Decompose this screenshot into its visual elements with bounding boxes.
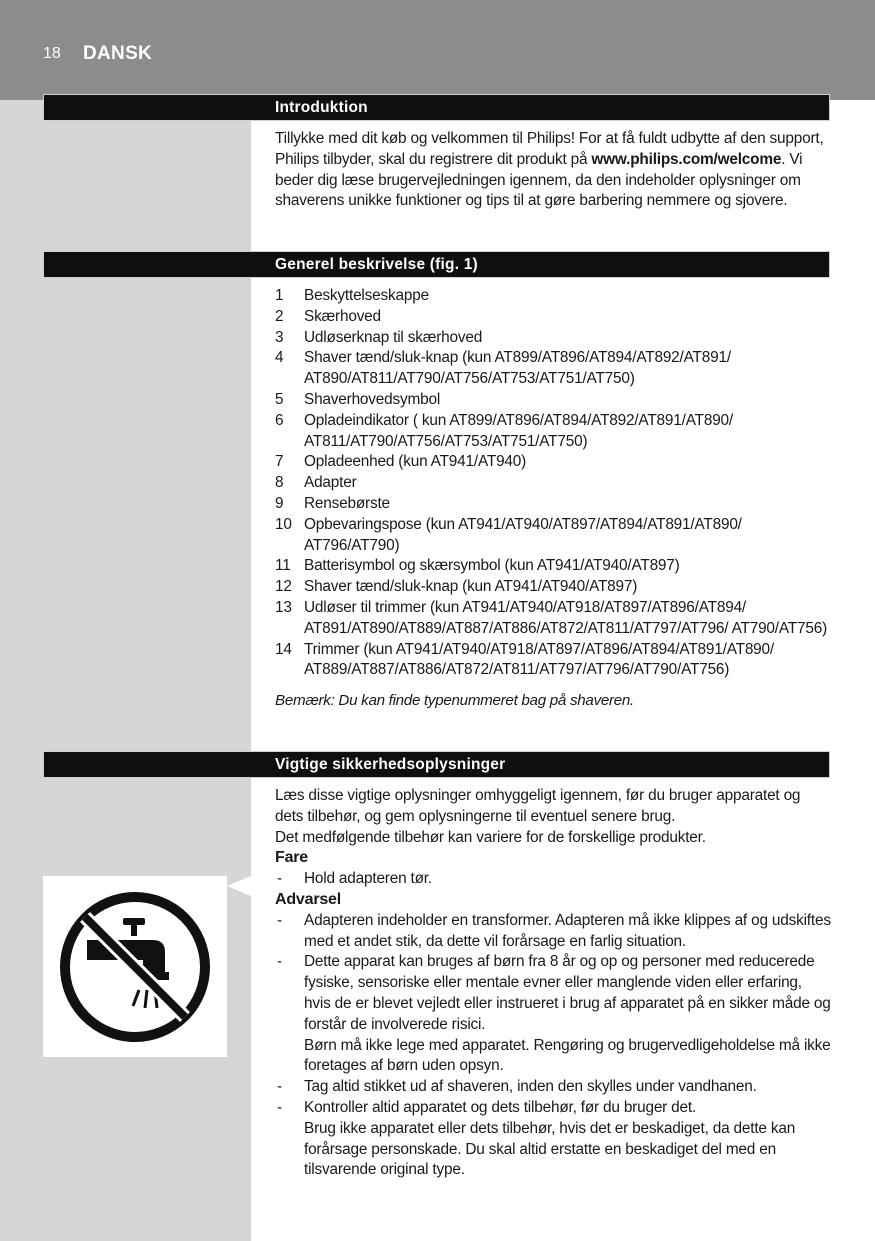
section-heading-intro [43, 94, 830, 121]
safety-body [275, 786, 831, 1181]
list-item-extra: Brug ikke apparatet eller dets tilbehør, hvis det er beskadiget, da dette kan forårsage personskade. Du skal altid erstatte en beskadiget del med en tilsvarende original type. [304, 1119, 796, 1179]
list-item [275, 1077, 831, 1098]
section-title: Generel beskrivelse (fig. 1) [275, 256, 478, 273]
list-item [275, 494, 831, 515]
list-item-text: Trimmer (kun AT941/AT940/AT918/AT897/AT896/AT894/AT891/AT890/ AT889/AT887/AT886/AT872/AT811/AT797/AT796/AT790/AT756) [304, 640, 774, 679]
list-item [275, 598, 831, 640]
section-title: Vigtige sikkerhedsoplysninger [275, 756, 506, 773]
list-item-number: 10 [275, 515, 292, 533]
list-item [275, 952, 831, 1077]
list-item-text: Opbevaringspose (kun AT941/AT940/AT897/AT894/AT891/AT890/ AT796/AT790) [304, 515, 742, 554]
list-item-text: Rensebørste [304, 494, 390, 512]
list-item-number: 14 [275, 640, 292, 658]
list-item [275, 307, 831, 328]
list-dash: - [277, 911, 282, 929]
list-dash: - [277, 870, 282, 888]
list-item-number: 8 [275, 474, 284, 492]
intro-text-cont: . Vi beder dig læse brugervejledningen igennem, da den indeholder oplysninger om shaverens unikke funktioner og tips til at gøre barbering nemmere og sjovere. [275, 150, 803, 210]
intro-body [275, 129, 831, 212]
list-item [275, 390, 831, 411]
list-item-number: 6 [275, 411, 284, 429]
list-item [275, 911, 831, 953]
list-item-text: Udløserknap til skærhoved [304, 328, 483, 346]
page-header [0, 0, 875, 100]
list-item [275, 640, 831, 682]
parts-list [275, 286, 831, 681]
section-title: Introduktion [275, 99, 368, 116]
list-item-text: Adapter [304, 474, 357, 492]
list-item-text: Opladeenhed (kun AT941/AT940) [304, 453, 527, 471]
list-item [275, 515, 831, 557]
list-dash: - [277, 1078, 282, 1096]
list-item-number: 3 [275, 328, 284, 346]
list-item [275, 556, 831, 577]
list-item-text: Shaver tænd/sluk-knap (kun AT941/AT940/AT897) [304, 578, 638, 596]
description-body [275, 286, 831, 712]
list-item-text: Batterisymbol og skærsymbol (kun AT941/AT940/AT897) [304, 557, 680, 575]
list-item-number: 1 [275, 287, 284, 304]
no-water-tap-icon [43, 876, 227, 1057]
list-item [275, 286, 831, 307]
list-item [275, 452, 831, 473]
list-item-text: Dette apparat kan bruges af børn fra 8 år og op og personer med reducerede fysiske, sensoriske eller mentale evner eller manglende viden eller erfaring, hvis de er blevet vejledt eller instrueret i brug af apparatet på en sikker måde og forstår de involverede risici. [304, 953, 831, 1033]
list-item [275, 473, 831, 494]
safety-intro-accessories: Det medfølgende tilbehør kan variere for de forskellige produkter. [275, 828, 706, 846]
list-item-number: 5 [275, 390, 284, 408]
list-dash: - [277, 1098, 282, 1116]
list-item-text: Udløser til trimmer (kun AT941/AT940/AT918/AT897/AT896/AT894/ AT891/AT890/AT889/AT887/AT886/AT872/AT811/AT797/AT796/ AT790/AT756) [304, 598, 827, 637]
list-item [275, 328, 831, 349]
list-item-text: Opladeindikator ( kun AT899/AT896/AT894/AT892/AT891/AT890/ AT811/AT790/AT756/AT753/AT751/AT750) [304, 411, 733, 450]
list-item [275, 1098, 831, 1181]
list-item [275, 348, 831, 390]
list-item-number: 4 [275, 349, 284, 367]
list-item-text: Hold adapteren tør. [304, 870, 432, 888]
list-item-number: 7 [275, 453, 284, 471]
danger-heading: Fare [275, 849, 308, 867]
type-number-note: Bemærk: Du kan finde typenummeret bag på shaveren. [275, 692, 634, 710]
list-item-extra: Børn må ikke lege med apparatet. Rengøring og brugervedligeholdelse må ikke foretages af børn uden opsyn. [304, 1036, 831, 1075]
list-item-number: 13 [275, 598, 292, 616]
icon-pointer [227, 876, 251, 896]
list-item-number: 12 [275, 578, 292, 596]
safety-intro: Læs disse vigtige oplysninger omhyggeligt igennem, før du bruger apparatet og dets tilbehør, og gem oplysningerne til eventuel senere brug. [275, 787, 801, 825]
list-item-number: 2 [275, 307, 284, 325]
intro-text: Tillykke med dit køb og velkommen til Philips! For at få fuldt udbytte af den support, Philips tilbyder, skal du registrere dit produkt på [275, 130, 824, 168]
list-dash: - [277, 953, 282, 971]
list-item-text: Adapteren indeholder en transformer. Adapteren må ikke klippes af og udskiftes med et andet stik, da dette vil forårsage en farlig situation. [304, 911, 831, 950]
list-item [275, 411, 831, 453]
list-item-text: Kontroller altid apparatet og dets tilbehør, før du bruger det. [304, 1098, 697, 1116]
welcome-link[interactable]: www.philips.com/welcome [591, 150, 782, 168]
section-heading-safety [43, 751, 830, 778]
list-item-text: Shaver tænd/sluk-knap (kun AT899/AT896/AT894/AT892/AT891/ AT890/AT811/AT790/AT756/AT753/AT751/AT750) [304, 349, 731, 388]
danger-list [275, 869, 831, 890]
list-item-text: Beskyttelseskappe [304, 287, 429, 304]
warning-heading: Advarsel [275, 890, 341, 908]
list-item-text: Skærhoved [304, 307, 381, 325]
list-item-text: Tag altid stikket ud af shaveren, inden den skylles under vandhanen. [304, 1078, 757, 1096]
list-item [275, 577, 831, 598]
section-heading-description [43, 251, 830, 278]
list-item-number: 9 [275, 494, 284, 512]
list-item-number: 11 [275, 557, 291, 575]
list-item [275, 869, 831, 890]
list-item-text: Shaverhovedsymbol [304, 390, 441, 408]
page-number: 18 [43, 45, 61, 62]
language-title: DANSK [83, 43, 153, 64]
warning-list [275, 911, 831, 1181]
